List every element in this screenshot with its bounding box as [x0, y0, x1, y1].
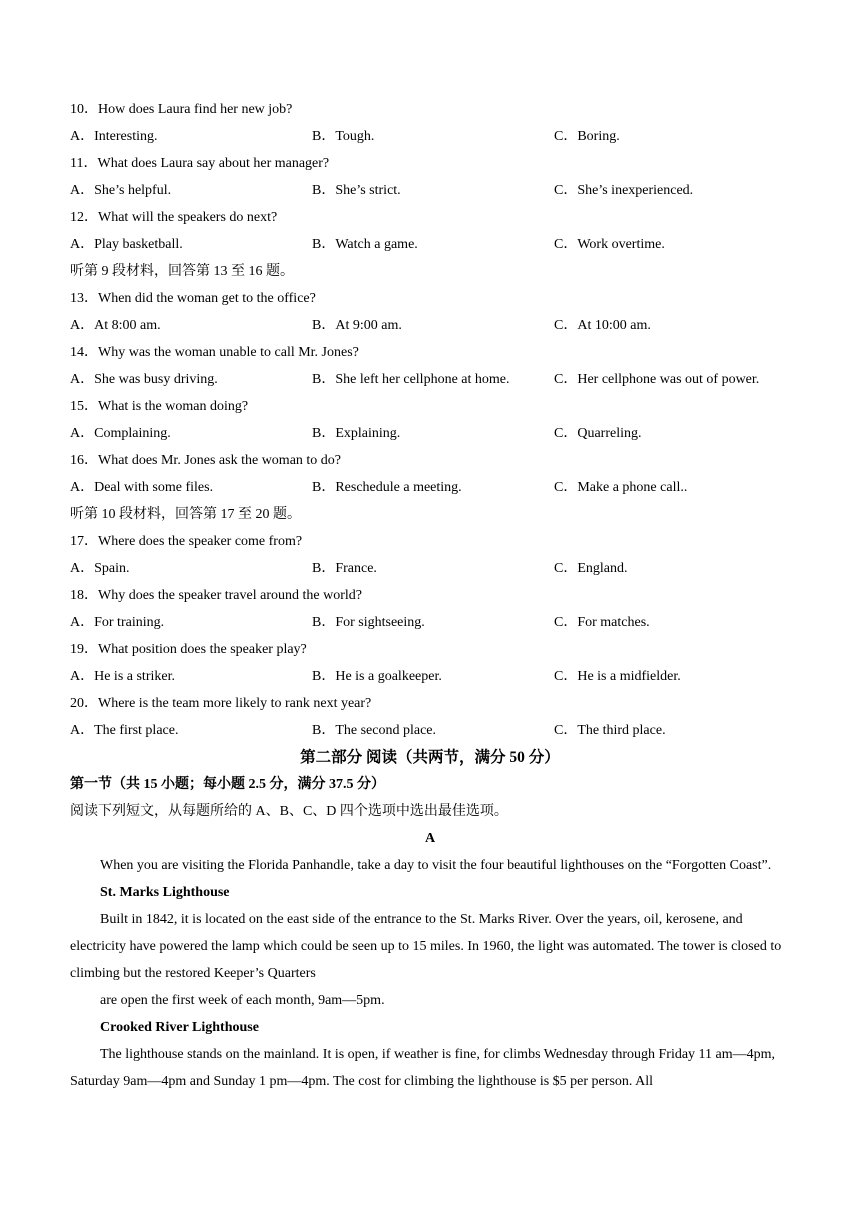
option-c: C．At 10:00 am. — [554, 318, 651, 333]
option-c: C．Her cellphone was out of power. — [554, 372, 760, 387]
options-row — [70, 123, 790, 150]
option-c: C．Work overtime. — [554, 237, 665, 252]
options-row — [70, 231, 790, 258]
option-a: A．Complaining. — [70, 426, 171, 441]
section-title: 第一节（共 15 小题；每小题 2.5 分，满分 37.5 分） — [70, 777, 385, 792]
option-b: B．She left her cellphone at home. — [312, 372, 510, 387]
options-row — [70, 177, 790, 204]
section-instruction: 听第 10 段材料，回答第 17 至 20 题。 — [70, 507, 301, 522]
option-b: B．He is a goalkeeper. — [312, 669, 442, 684]
option-a: A．The first place. — [70, 723, 179, 738]
option-c: C．Boring. — [554, 129, 620, 144]
reading-section — [70, 744, 790, 1095]
options-row — [70, 312, 790, 339]
option-a: A．Spain. — [70, 561, 130, 576]
option-b: B．The second place. — [312, 723, 437, 738]
options-row — [70, 555, 790, 582]
question-stem: 10．How does Laura find her new job? — [70, 102, 293, 117]
option-c: C．He is a midfielder. — [554, 669, 681, 684]
option-c: C．For matches. — [554, 615, 650, 630]
option-c: C．The third place. — [554, 723, 666, 738]
options-row — [70, 609, 790, 636]
question-stem: 12．What will the speakers do next? — [70, 210, 278, 225]
options-row — [70, 420, 790, 447]
section-instruction: 听第 9 段材料，回答第 13 至 16 题。 — [70, 264, 294, 279]
heading-st-marks: St. Marks Lighthouse — [100, 885, 230, 900]
option-c: C．Make a phone call.. — [554, 480, 688, 495]
option-a: A．He is a striker. — [70, 669, 175, 684]
option-a: A．She’s helpful. — [70, 183, 172, 198]
question-stem: 11．What does Laura say about her manager? — [70, 156, 330, 171]
question-stem: 20．Where is the team more likely to rank next year? — [70, 696, 372, 711]
option-c: C．England. — [554, 561, 628, 576]
option-b: B．Tough. — [312, 129, 375, 144]
option-b: B．For sightseeing. — [312, 615, 425, 630]
question-stem: 17．Where does the speaker come from? — [70, 534, 303, 549]
part-title: 第二部分 阅读（共两节，满分 50 分） — [300, 749, 560, 766]
crooked-river-paragraph: The lighthouse stands on the mainland. It is open, if weather is fine, for climbs Wednesday through Friday 11 am—4pm, Saturday 9am—4pm and Sunday 1 pm—4pm. The cost for climbing the lighthouse is $5 per person. All — [70, 1047, 776, 1089]
question-stem: 15．What is the woman doing? — [70, 399, 249, 414]
question-stem: 19．What position does the speaker play? — [70, 642, 307, 657]
option-b: B．Reschedule a meeting. — [312, 480, 462, 495]
options-row — [70, 474, 790, 501]
option-b: B．Explaining. — [312, 426, 401, 441]
option-a: A．At 8:00 am. — [70, 318, 161, 333]
option-a: A．Play basketball. — [70, 237, 183, 252]
option-a: A．She was busy driving. — [70, 372, 218, 387]
passage-label: A — [424, 831, 436, 846]
option-c: C．Quarreling. — [554, 426, 642, 441]
option-b: B．Watch a game. — [312, 237, 418, 252]
st-marks-paragraph-cont: are open the first week of each month, 9am—5pm. — [100, 993, 385, 1008]
intro-paragraph: When you are visiting the Florida Panhandle, take a day to visit the four beautiful lighthouses on the “Forgotten Coast”. — [100, 858, 772, 873]
question-stem: 13．When did the woman get to the office? — [70, 291, 316, 306]
option-b: B．At 9:00 am. — [312, 318, 402, 333]
question-stem: 14．Why was the woman unable to call Mr. Jones? — [70, 345, 359, 360]
option-a: A．For training. — [70, 615, 165, 630]
heading-crooked-river: Crooked River Lighthouse — [100, 1020, 259, 1035]
st-marks-paragraph: Built in 1842, it is located on the east side of the entrance to the St. Marks River. Over the years, oil, kerosene, and electricity have powered the lamp which could be seen up to 15 miles. In 1960, the light was automated. The tower is closed to climbing but the restored Keeper’s Quarters — [70, 912, 782, 981]
instruction: 阅读下列短文，从每题所给的 A、B、C、D 四个选项中选出最佳选项。 — [70, 804, 508, 819]
options-row — [70, 366, 790, 393]
options-row — [70, 663, 790, 690]
option-a: A．Deal with some files. — [70, 480, 214, 495]
option-b: B．France. — [312, 561, 377, 576]
option-c: C．She’s inexperienced. — [554, 183, 694, 198]
options-row — [70, 717, 790, 744]
listening-questions — [70, 96, 790, 744]
question-stem: 18．Why does the speaker travel around the world? — [70, 588, 362, 603]
question-stem: 16．What does Mr. Jones ask the woman to do? — [70, 453, 342, 468]
option-a: A．Interesting. — [70, 129, 158, 144]
option-b: B．She’s strict. — [312, 183, 401, 198]
